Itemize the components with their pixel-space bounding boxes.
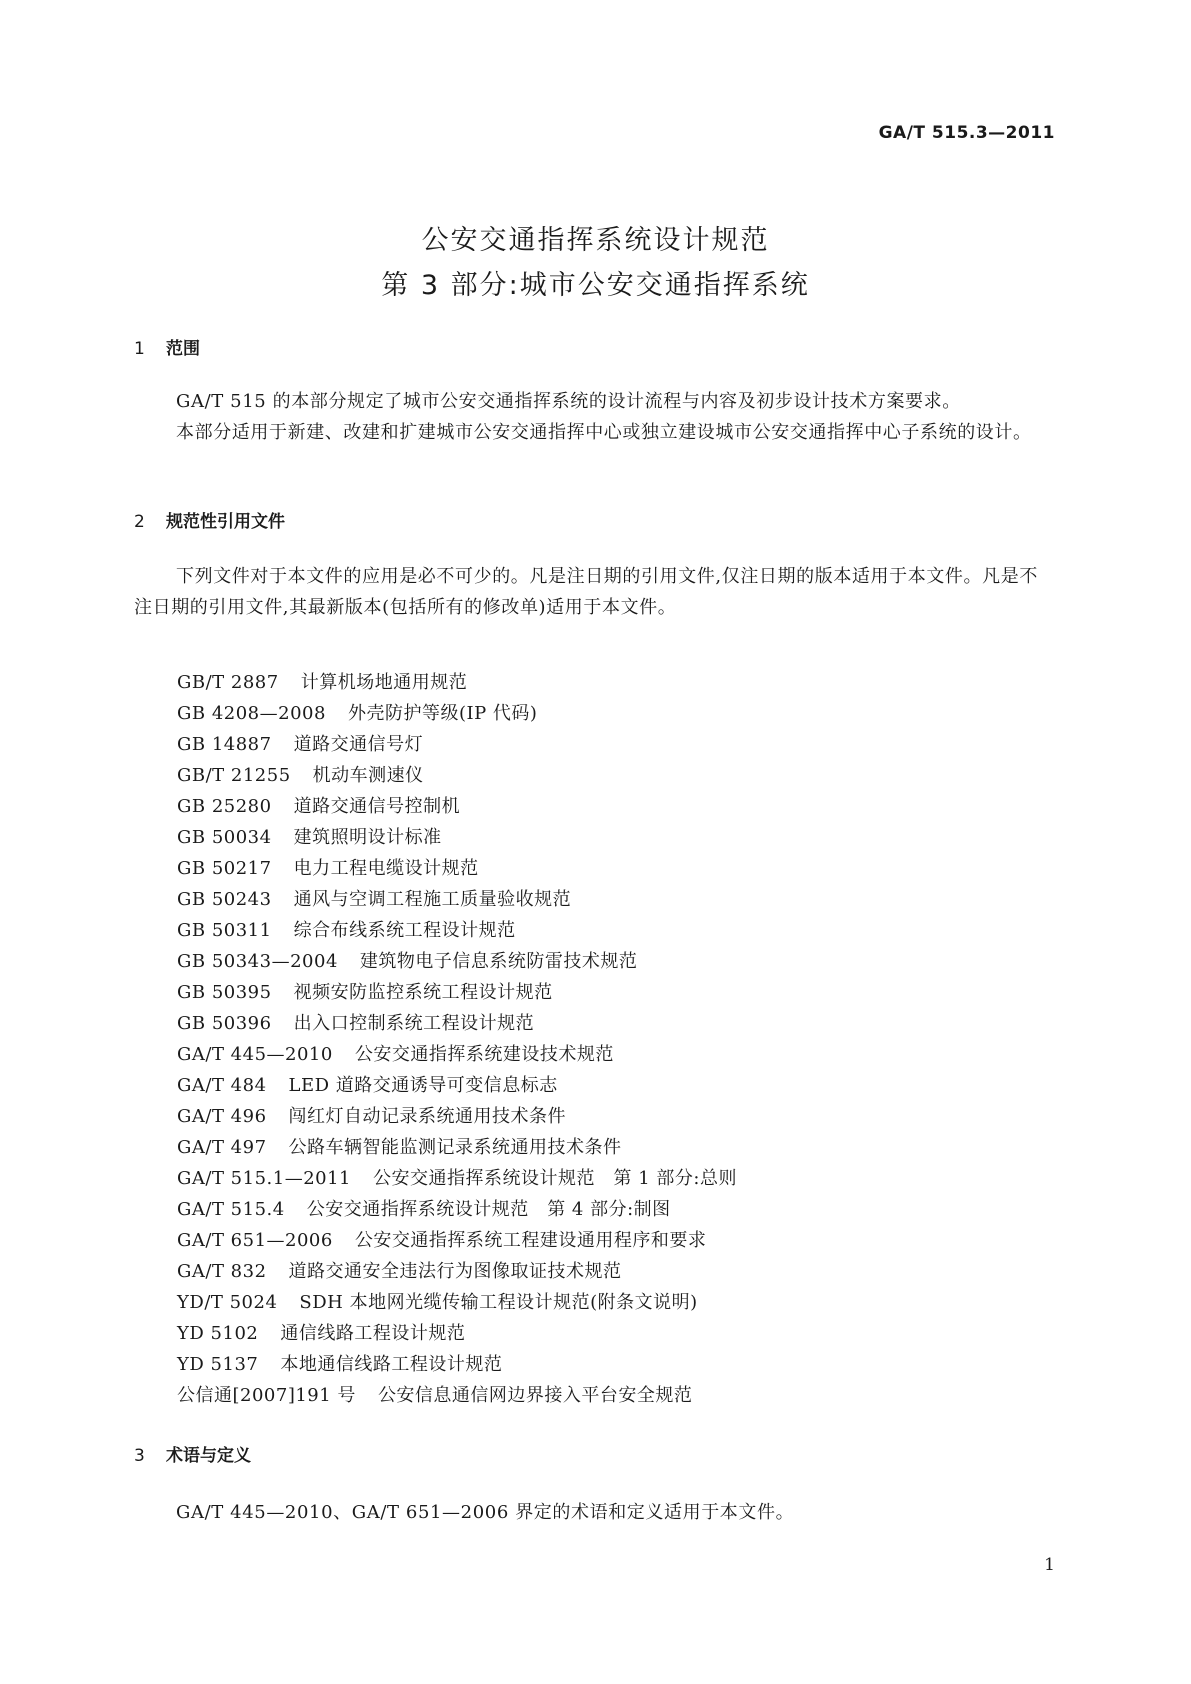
reference-code: GA/T 497 — [177, 1137, 267, 1158]
reference-title: 公安交通指挥系统设计规范 第 4 部分:制图 — [306, 1199, 671, 1220]
paragraph-text: GA/T 515 的本部分规定了城市公安交通指挥系统的设计流程与内容及初步设计技术方案要求。 — [176, 391, 961, 412]
reference-code: GA/T 484 — [177, 1075, 267, 1096]
reference-title: 机动车测速仪 — [312, 765, 424, 786]
list-item — [177, 853, 737, 884]
section-heading-scope — [134, 334, 200, 359]
reference-code: YD 5137 — [177, 1354, 259, 1375]
section-paragraph — [134, 386, 1054, 417]
reference-code: YD 5102 — [177, 1323, 259, 1344]
section-number: 3 — [134, 1446, 145, 1466]
section-paragraph — [134, 561, 1054, 623]
reference-code: GB 25280 — [177, 796, 272, 817]
list-item — [177, 729, 737, 760]
list-item — [177, 1008, 737, 1039]
standard-number: GA/T 515.3—2011 — [878, 123, 1055, 143]
list-item — [177, 1256, 737, 1287]
reference-code: YD/T 5024 — [177, 1292, 278, 1313]
section-title: 术语与定义 — [166, 1446, 251, 1466]
document-title: 公安交通指挥系统设计规范 — [421, 225, 770, 256]
list-item — [177, 1194, 737, 1225]
list-item — [177, 791, 737, 822]
list-item — [177, 698, 737, 729]
reference-code: 公信通[2007]191 号 — [177, 1385, 356, 1406]
reference-code: GB/T 2887 — [177, 672, 279, 693]
list-item — [177, 1225, 737, 1256]
list-item — [177, 1380, 737, 1411]
reference-title: 道路交通安全违法行为图像取证技术规范 — [288, 1261, 622, 1282]
reference-code: GB 4208—2008 — [177, 703, 326, 724]
reference-code: GA/T 832 — [177, 1261, 267, 1282]
reference-title: 本地通信线路工程设计规范 — [280, 1354, 503, 1375]
list-item — [177, 884, 737, 915]
reference-title: 综合布线系统工程设计规范 — [293, 920, 516, 941]
list-item — [177, 1039, 737, 1070]
reference-title: 建筑物电子信息系统防雷技术规范 — [359, 951, 638, 972]
reference-title: 道路交通信号灯 — [293, 734, 424, 755]
reference-title: 计算机场地通用规范 — [300, 672, 468, 693]
section-title: 范围 — [166, 339, 200, 359]
list-item — [177, 760, 737, 791]
reference-code: GB 14887 — [177, 734, 272, 755]
reference-code: GB 50311 — [177, 920, 272, 941]
reference-title: 建筑照明设计标准 — [293, 827, 442, 848]
section-number: 1 — [134, 339, 145, 359]
reference-title: 道路交通信号控制机 — [293, 796, 461, 817]
reference-code: GB 50395 — [177, 982, 272, 1003]
reference-code: GA/T 515.1—2011 — [177, 1168, 352, 1189]
section-paragraph — [134, 1497, 1054, 1528]
reference-code: GA/T 445—2010 — [177, 1044, 333, 1065]
reference-title: 公安交通指挥系统建设技术规范 — [354, 1044, 614, 1065]
document-subtitle: 第 3 部分:城市公安交通指挥系统 — [381, 270, 810, 301]
reference-title: LED 道路交通诱导可变信息标志 — [288, 1075, 558, 1096]
list-item — [177, 667, 737, 698]
reference-title: SDH 本地网光缆传输工程设计规范(附条文说明) — [299, 1292, 698, 1313]
reference-code: GB 50243 — [177, 889, 272, 910]
reference-code: GA/T 515.4 — [177, 1199, 285, 1220]
reference-title: 通信线路工程设计规范 — [280, 1323, 466, 1344]
reference-title: 公路车辆智能监测记录系统通用技术条件 — [288, 1137, 622, 1158]
reference-title: 外壳防护等级(IP 代码) — [347, 703, 538, 724]
list-item — [177, 1287, 737, 1318]
reference-title: 公安交通指挥系统设计规范 第 1 部分:总则 — [373, 1168, 737, 1189]
reference-title: 公安交通指挥系统工程建设通用程序和要求 — [354, 1230, 707, 1251]
paragraph-text: GA/T 445—2010、GA/T 651—2006 界定的术语和定义适用于本文件。 — [176, 1502, 795, 1523]
list-item — [177, 946, 737, 977]
list-item — [177, 915, 737, 946]
reference-title: 电力工程电缆设计规范 — [293, 858, 479, 879]
section-heading-normative-references — [134, 507, 285, 532]
reference-title: 公安信息通信网边界接入平台安全规范 — [377, 1385, 693, 1406]
list-item — [177, 1101, 737, 1132]
list-item — [177, 1163, 737, 1194]
reference-title: 视频安防监控系统工程设计规范 — [293, 982, 553, 1003]
section-paragraph — [134, 417, 1054, 448]
paragraph-text: 下列文件对于本文件的应用是必不可少的。凡是注日期的引用文件,仅注日期的版本适用于本文件。凡是不注日期的引用文件,其最新版本(包括所有的修改单)适用于本文件。 — [134, 566, 1038, 618]
reference-title: 通风与空调工程施工质量验收规范 — [293, 889, 572, 910]
reference-title: 闯红灯自动记录系统通用技术条件 — [288, 1106, 567, 1127]
list-item — [177, 1349, 737, 1380]
paragraph-text: 本部分适用于新建、改建和扩建城市公安交通指挥中心或独立建设城市公安交通指挥中心子系统的设计。 — [176, 422, 1032, 443]
section-number: 2 — [134, 512, 145, 532]
list-item — [177, 1070, 737, 1101]
reference-code: GB 50034 — [177, 827, 272, 848]
reference-code: GB/T 21255 — [177, 765, 291, 786]
reference-code: GB 50217 — [177, 858, 272, 879]
page-number: 1 — [1044, 1555, 1055, 1575]
reference-list — [177, 667, 737, 1411]
reference-code: GB 50396 — [177, 1013, 272, 1034]
reference-code: GA/T 496 — [177, 1106, 267, 1127]
list-item — [177, 822, 737, 853]
section-title: 规范性引用文件 — [166, 512, 285, 532]
reference-code: GA/T 651—2006 — [177, 1230, 333, 1251]
reference-code: GB 50343—2004 — [177, 951, 338, 972]
list-item — [177, 1132, 737, 1163]
list-item — [177, 977, 737, 1008]
reference-title: 出入口控制系统工程设计规范 — [293, 1013, 535, 1034]
section-heading-terms-definitions — [134, 1441, 251, 1466]
list-item — [177, 1318, 737, 1349]
